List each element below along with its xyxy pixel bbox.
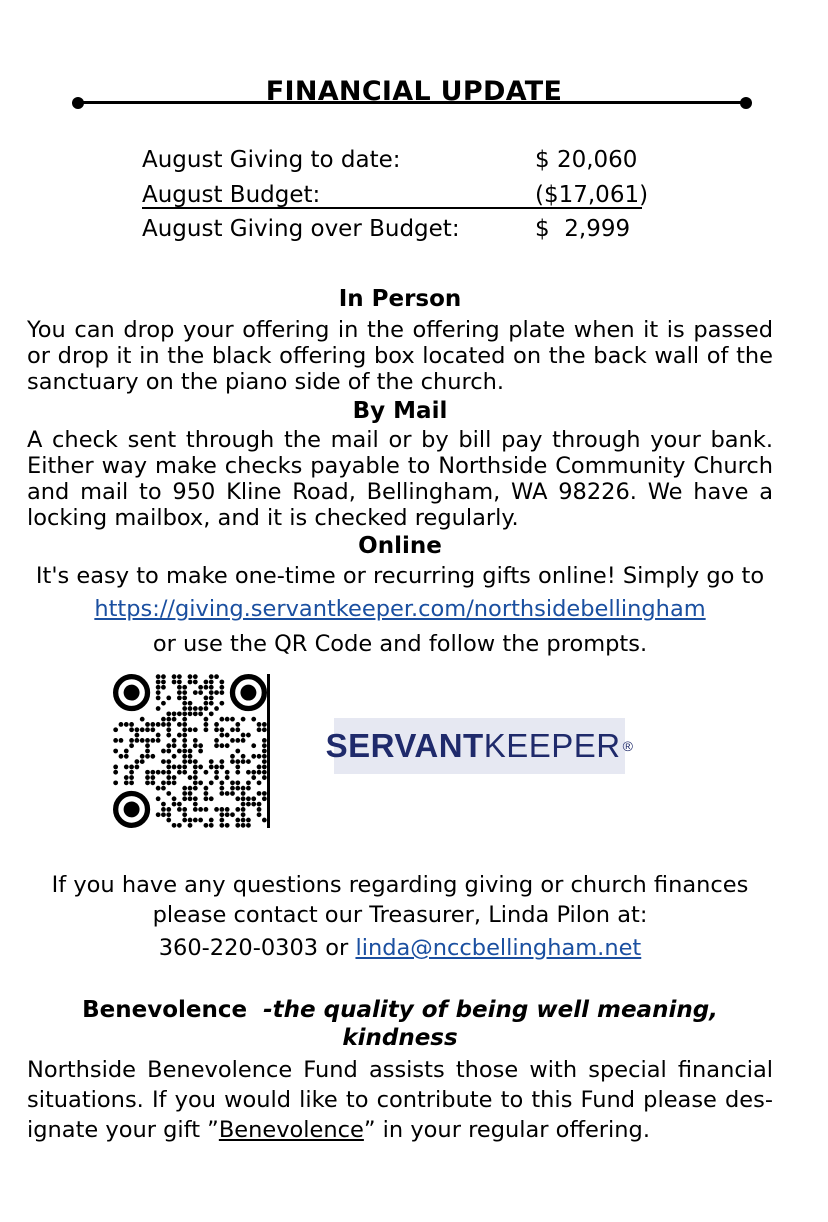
benevolence-text-end: ” in your regular offering. (363, 1117, 650, 1143)
contact-line-1: If you have any questions regarding giving or church finances (51, 872, 749, 898)
giving-link[interactable]: https://giving.servantkeeper.com/northsidebellingham (94, 596, 706, 622)
benevolence-heading (0, 996, 800, 1052)
page-title: FINANCIAL UPDATE (265, 76, 563, 107)
giving-to-date-value: $ 20,060 (535, 147, 638, 173)
treasurer-email-link[interactable]: linda@nccbellingham.net (355, 935, 642, 961)
benevolence-designation: Benevolence (218, 1117, 364, 1143)
logo-registered-mark: ® (622, 738, 634, 754)
in-person-text: You can drop your offering in the offering plate when it is passed or drop it in the black offering box located on the back wall of the sanctuary on the piano side of the church. (27, 317, 773, 395)
by-mail-text: A check sent through the mail or by bill pay through your bank. Either way make checks payable to Northside Community Church and mail to 950 Kline Road, Bellingham, WA 98226. We have a locking mailbox, and it is checked regularly. (27, 427, 773, 531)
servantkeeper-logo (325, 718, 634, 774)
benevolence-title: Benevolence (82, 997, 248, 1023)
budget-label: August Budget: (142, 182, 321, 208)
qr-right-border (267, 674, 270, 828)
contact-line-2: please contact our Treasurer, Linda Pilon at: (152, 902, 648, 928)
over-budget-value: $ 2,999 (535, 216, 631, 242)
logo-servant-text: SERVANT (325, 727, 484, 764)
contact-line-3 (0, 933, 800, 963)
online-intro: It's easy to make one-time or recurring gifts online! Simply go to (35, 563, 765, 589)
budget-value: ($17,061) (535, 182, 649, 208)
budget-underline (142, 207, 642, 209)
qr-code (113, 674, 269, 828)
online-heading: Online (358, 533, 442, 559)
benevolence-definition-2: kindness (342, 1025, 458, 1051)
logo-keeper-text: KEEPER (483, 727, 621, 764)
by-mail-heading: By Mail (352, 398, 448, 424)
over-budget-label: August Giving over Budget: (142, 216, 460, 242)
online-link-row (0, 594, 800, 624)
benevolence-text-body: Northside Benevolence Fund assists those with special financial situations. If you would like to contribute to this Fund please des-ignate your gift ” (27, 1057, 773, 1143)
giving-to-date-label: August Giving to date: (142, 147, 401, 173)
benevolence-text (27, 1055, 773, 1145)
treasurer-phone: 360-220-0303 or (158, 935, 349, 961)
benevolence-definition: -the quality of being well meaning, (263, 997, 718, 1023)
in-person-heading: In Person (338, 286, 462, 312)
online-qr-instructions: or use the QR Code and follow the prompts. (152, 631, 648, 657)
